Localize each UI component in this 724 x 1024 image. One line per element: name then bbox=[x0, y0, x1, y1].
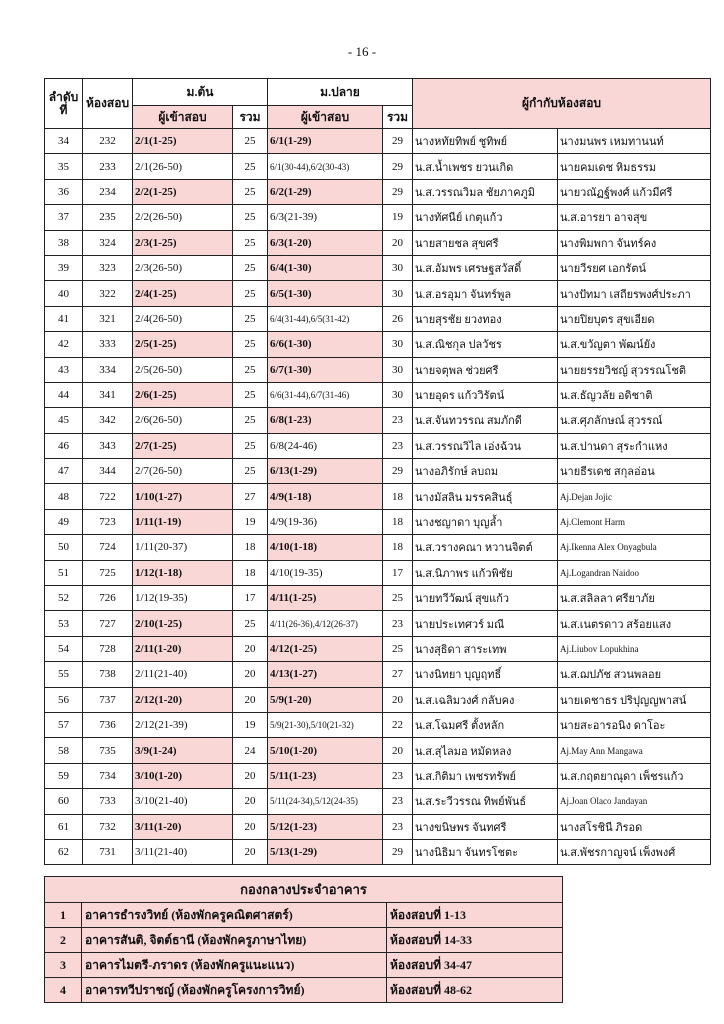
lower-total-cell: 20 bbox=[233, 763, 268, 788]
lower-examinees-cell: 2/7(26-50) bbox=[133, 459, 233, 484]
table-row bbox=[45, 763, 711, 788]
building-name-cell: อาคารทวีปราชญ์ (ห้องพักครูโครงการวิทย์) bbox=[82, 978, 387, 1003]
lower-total-cell: 20 bbox=[233, 839, 268, 864]
proctor-1-cell: น.ส.จันทวรรณ สมภักดี bbox=[413, 408, 558, 433]
lower-examinees-cell: 2/3(1-25) bbox=[133, 230, 233, 255]
lower-total-cell: 25 bbox=[233, 205, 268, 230]
lower-examinees-cell: 2/4(26-50) bbox=[133, 306, 233, 331]
proctor-1-cell: นางนิธิมา จันทรโชตะ bbox=[413, 839, 558, 864]
upper-total-cell: 20 bbox=[383, 230, 413, 255]
upper-examinees-cell: 5/12(1-23) bbox=[268, 814, 383, 839]
row-number-cell: 35 bbox=[45, 154, 83, 179]
lower-examinees-cell: 2/12(21-39) bbox=[133, 712, 233, 737]
upper-total-cell: 19 bbox=[383, 205, 413, 230]
lower-total-cell: 25 bbox=[233, 255, 268, 280]
room-cell: 333 bbox=[83, 332, 133, 357]
room-cell: 732 bbox=[83, 814, 133, 839]
proctor-2-cell: นายสะอารอนิง ดาโอะ bbox=[558, 712, 711, 737]
table-row bbox=[45, 839, 711, 864]
upper-examinees-cell: 6/4(31-44),6/5(31-42) bbox=[268, 306, 383, 331]
proctor-2-cell: น.ส.พัชรกาญจน์ เพ็งพงศ์ bbox=[558, 839, 711, 864]
lower-examinees-cell: 2/2(26-50) bbox=[133, 205, 233, 230]
room-cell: 731 bbox=[83, 839, 133, 864]
upper-total-cell: 30 bbox=[383, 281, 413, 306]
upper-total-cell: 29 bbox=[383, 154, 413, 179]
lower-total-cell: 20 bbox=[233, 687, 268, 712]
header-upper-secondary: ม.ปลาย bbox=[268, 79, 413, 106]
upper-examinees-cell: 5/11(1-23) bbox=[268, 763, 383, 788]
lower-examinees-cell: 2/3(26-50) bbox=[133, 255, 233, 280]
upper-examinees-cell: 6/1(1-29) bbox=[268, 129, 383, 154]
upper-examinees-cell: 6/1(30-44),6/2(30-43) bbox=[268, 154, 383, 179]
proctor-2-cell: นางปัทมา เสถียรพงศ์ประภา bbox=[558, 281, 711, 306]
proctor-1-cell: น.ส.น้ำเพชร ยวนเกิด bbox=[413, 154, 558, 179]
building-range-cell: ห้องสอบที่ 14-33 bbox=[387, 928, 563, 953]
building-name-cell: อาคารไมตรี-ภราดร (ห้องพักครูแนะแนว) bbox=[82, 953, 387, 978]
room-cell: 342 bbox=[83, 408, 133, 433]
proctor-2-cell: นายคมเดช หิมธรรม bbox=[558, 154, 711, 179]
proctor-1-cell: น.ส.ณิชกุล ปลวัชร bbox=[413, 332, 558, 357]
proctor-1-cell: น.ส.ระวีวรรณ ทิพย์พันธ์ bbox=[413, 789, 558, 814]
header-lower-total: รวม bbox=[233, 106, 268, 129]
proctor-1-cell: นางมัสลิน มรรคสินธุ์ bbox=[413, 484, 558, 509]
room-cell: 737 bbox=[83, 687, 133, 712]
room-cell: 733 bbox=[83, 789, 133, 814]
room-cell: 722 bbox=[83, 484, 133, 509]
upper-examinees-cell: 6/13(1-29) bbox=[268, 459, 383, 484]
proctor-1-cell: น.ส.นิภาพร แก้วพิชัย bbox=[413, 560, 558, 585]
row-number-cell: 41 bbox=[45, 306, 83, 331]
lower-examinees-cell: 3/11(21-40) bbox=[133, 839, 233, 864]
room-cell: 233 bbox=[83, 154, 133, 179]
upper-examinees-cell: 6/3(21-39) bbox=[268, 205, 383, 230]
table-row bbox=[45, 154, 711, 179]
building-number-cell: 1 bbox=[45, 903, 82, 928]
page-number: - 16 - bbox=[347, 44, 377, 59]
proctor-1-cell: น.ส.เฉลิมวงศ์ กลับคง bbox=[413, 687, 558, 712]
upper-examinees-cell: 6/8(1-23) bbox=[268, 408, 383, 433]
row-number-cell: 60 bbox=[45, 789, 83, 814]
building-name-cell: อาคารธำรงวิทย์ (ห้องพักครูคณิตศาสตร์) bbox=[82, 903, 387, 928]
proctor-2-cell: นายธีรเดช สกุลอ่อน bbox=[558, 459, 711, 484]
row-number-cell: 36 bbox=[45, 179, 83, 204]
lower-total-cell: 25 bbox=[233, 611, 268, 636]
upper-total-cell: 29 bbox=[383, 179, 413, 204]
row-number-cell: 56 bbox=[45, 687, 83, 712]
building-number-cell: 2 bbox=[45, 928, 82, 953]
table-row bbox=[45, 357, 711, 382]
row-number-cell: 43 bbox=[45, 357, 83, 382]
upper-total-cell: 23 bbox=[383, 408, 413, 433]
row-number-cell: 37 bbox=[45, 205, 83, 230]
proctor-1-cell: น.ส.วรรณวิไล เอ่งฉ้วน bbox=[413, 433, 558, 458]
table-row bbox=[45, 459, 711, 484]
upper-total-cell: 23 bbox=[383, 789, 413, 814]
proctor-1-cell: น.ส.วรรณวิมล ชัยภาคภูมิ bbox=[413, 179, 558, 204]
lower-examinees-cell: 1/12(1-18) bbox=[133, 560, 233, 585]
proctor-2-cell: นางพิมพกา จันทร์คง bbox=[558, 230, 711, 255]
upper-examinees-cell: 4/13(1-27) bbox=[268, 662, 383, 687]
proctor-2-cell: น.ส.ศุภลักษณ์ สุวรรณ์ bbox=[558, 408, 711, 433]
upper-total-cell: 30 bbox=[383, 382, 413, 407]
lower-examinees-cell: 2/1(26-50) bbox=[133, 154, 233, 179]
table-row bbox=[45, 687, 711, 712]
building-row bbox=[45, 953, 563, 978]
lower-total-cell: 25 bbox=[233, 382, 268, 407]
room-cell: 321 bbox=[83, 306, 133, 331]
table-row bbox=[45, 382, 711, 407]
table-row bbox=[45, 306, 711, 331]
proctor-1-cell: น.ส.กิติมา เพชรทรัพย์ bbox=[413, 763, 558, 788]
building-row bbox=[45, 928, 563, 953]
proctor-2-cell: นายปิยบุตร สุขเอียด bbox=[558, 306, 711, 331]
proctor-1-cell: นางทัศนีย์ เกตุแก้ว bbox=[413, 205, 558, 230]
table-row bbox=[45, 560, 711, 585]
proctor-2-cell: น.ส.ปานดา สุระกำแหง bbox=[558, 433, 711, 458]
table-row bbox=[45, 789, 711, 814]
lower-total-cell: 19 bbox=[233, 509, 268, 534]
proctor-1-cell: นายจตุพล ช่วยศรี bbox=[413, 357, 558, 382]
building-office-table bbox=[44, 876, 563, 1003]
building-table-title: กองกลางประจำอาคาร bbox=[45, 877, 563, 903]
lower-total-cell: 25 bbox=[233, 433, 268, 458]
lower-total-cell: 24 bbox=[233, 738, 268, 763]
room-cell: 235 bbox=[83, 205, 133, 230]
lower-total-cell: 25 bbox=[233, 129, 268, 154]
upper-total-cell: 20 bbox=[383, 738, 413, 763]
lower-examinees-cell: 2/1(1-25) bbox=[133, 129, 233, 154]
upper-total-cell: 29 bbox=[383, 839, 413, 864]
header-lower-examinees: ผู้เข้าสอบ bbox=[133, 106, 233, 129]
upper-examinees-cell: 4/9(1-18) bbox=[268, 484, 383, 509]
upper-total-cell: 25 bbox=[383, 636, 413, 661]
header-upper-examinees: ผู้เข้าสอบ bbox=[268, 106, 383, 129]
building-range-cell: ห้องสอบที่ 48-62 bbox=[387, 978, 563, 1003]
table-row bbox=[45, 332, 711, 357]
proctor-2-cell: น.ส.ฌปภัช สวนพลอย bbox=[558, 662, 711, 687]
upper-examinees-cell: 6/6(1-30) bbox=[268, 332, 383, 357]
upper-total-cell: 30 bbox=[383, 255, 413, 280]
row-number-cell: 51 bbox=[45, 560, 83, 585]
upper-total-cell: 30 bbox=[383, 332, 413, 357]
proctor-1-cell: นายสุรชัย ยวงทอง bbox=[413, 306, 558, 331]
proctor-2-cell: Aj.Dejan Jojic bbox=[558, 484, 711, 509]
upper-examinees-cell: 5/11(24-34),5/12(24-35) bbox=[268, 789, 383, 814]
upper-examinees-cell: 5/13(1-29) bbox=[268, 839, 383, 864]
upper-total-cell: 27 bbox=[383, 662, 413, 687]
lower-total-cell: 25 bbox=[233, 332, 268, 357]
room-cell: 723 bbox=[83, 509, 133, 534]
lower-examinees-cell: 2/4(1-25) bbox=[133, 281, 233, 306]
proctor-2-cell: น.ส.เนตรดาว สร้อยแสง bbox=[558, 611, 711, 636]
table-row bbox=[45, 408, 711, 433]
building-number-cell: 4 bbox=[45, 978, 82, 1003]
lower-examinees-cell: 2/7(1-25) bbox=[133, 433, 233, 458]
lower-total-cell: 25 bbox=[233, 154, 268, 179]
upper-total-cell: 17 bbox=[383, 560, 413, 585]
room-cell: 726 bbox=[83, 586, 133, 611]
proctor-1-cell: นายอุดร แก้ววิรัตน์ bbox=[413, 382, 558, 407]
row-number-cell: 53 bbox=[45, 611, 83, 636]
proctor-1-cell: นางนิทยา บุญฤทธิ์ bbox=[413, 662, 558, 687]
building-table-body bbox=[45, 877, 563, 1003]
header-upper-total: รวม bbox=[383, 106, 413, 129]
proctor-1-cell: นางขนิษพร จันทศรี bbox=[413, 814, 558, 839]
lower-examinees-cell: 2/10(1-25) bbox=[133, 611, 233, 636]
proctor-2-cell: Aj.May Ann Mangawa bbox=[558, 738, 711, 763]
upper-total-cell: 30 bbox=[383, 357, 413, 382]
table-row bbox=[45, 611, 711, 636]
proctor-1-cell: นายประเทศวร์ มณี bbox=[413, 611, 558, 636]
table-row bbox=[45, 738, 711, 763]
exam-room-table bbox=[44, 78, 711, 865]
proctor-1-cell: น.ส.วรางคณา หวานจิตต์ bbox=[413, 535, 558, 560]
upper-examinees-cell: 6/4(1-30) bbox=[268, 255, 383, 280]
upper-examinees-cell: 5/10(1-20) bbox=[268, 738, 383, 763]
upper-examinees-cell: 5/9(1-20) bbox=[268, 687, 383, 712]
upper-total-cell: 18 bbox=[383, 535, 413, 560]
lower-total-cell: 17 bbox=[233, 586, 268, 611]
room-cell: 728 bbox=[83, 636, 133, 661]
room-cell: 341 bbox=[83, 382, 133, 407]
proctor-1-cell: นายสายชล สุขศรี bbox=[413, 230, 558, 255]
row-number-cell: 47 bbox=[45, 459, 83, 484]
upper-examinees-cell: 5/9(21-30),5/10(21-32) bbox=[268, 712, 383, 737]
row-number-cell: 44 bbox=[45, 382, 83, 407]
header-proctors: ผู้กำกับห้องสอบ bbox=[413, 79, 711, 129]
room-cell: 323 bbox=[83, 255, 133, 280]
room-cell: 234 bbox=[83, 179, 133, 204]
lower-examinees-cell: 1/11(20-37) bbox=[133, 535, 233, 560]
upper-total-cell: 29 bbox=[383, 459, 413, 484]
lower-total-cell: 25 bbox=[233, 408, 268, 433]
table-row bbox=[45, 230, 711, 255]
lower-total-cell: 20 bbox=[233, 662, 268, 687]
room-cell: 734 bbox=[83, 763, 133, 788]
proctor-1-cell: นางหทัยทิพย์ ชูทิพย์ bbox=[413, 129, 558, 154]
proctor-2-cell: น.ส.สลิลลา ศรียาภัย bbox=[558, 586, 711, 611]
room-cell: 324 bbox=[83, 230, 133, 255]
table-row bbox=[45, 662, 711, 687]
proctor-2-cell: Aj.Clemont Harm bbox=[558, 509, 711, 534]
header-row-number: ลำดับที่ bbox=[45, 79, 83, 129]
proctor-2-cell: Aj.Ikenna Alex Onyagbula bbox=[558, 535, 711, 560]
upper-total-cell: 22 bbox=[383, 712, 413, 737]
proctor-2-cell: นายวีรยศ เอกรัตน์ bbox=[558, 255, 711, 280]
table-row bbox=[45, 255, 711, 280]
upper-examinees-cell: 6/7(1-30) bbox=[268, 357, 383, 382]
table-row bbox=[45, 535, 711, 560]
upper-examinees-cell: 6/6(31-44),6/7(31-46) bbox=[268, 382, 383, 407]
lower-total-cell: 25 bbox=[233, 281, 268, 306]
lower-total-cell: 20 bbox=[233, 814, 268, 839]
room-cell: 738 bbox=[83, 662, 133, 687]
row-number-cell: 59 bbox=[45, 763, 83, 788]
room-cell: 724 bbox=[83, 535, 133, 560]
proctor-2-cell: นายยรรยวิชญ์ สุวรรณโชติ bbox=[558, 357, 711, 382]
building-row bbox=[45, 903, 563, 928]
proctor-2-cell: Aj.Joan Olaco Jandayan bbox=[558, 789, 711, 814]
proctor-1-cell: นายทวีวัฒน์ สุขแก้ว bbox=[413, 586, 558, 611]
lower-examinees-cell: 2/11(21-40) bbox=[133, 662, 233, 687]
lower-examinees-cell: 3/10(1-20) bbox=[133, 763, 233, 788]
building-name-cell: อาคารสันติ, จิตต์ธานี (ห้องพักครูภาษาไทย) bbox=[82, 928, 387, 953]
upper-total-cell: 23 bbox=[383, 433, 413, 458]
header-lower-secondary: ม.ต้น bbox=[133, 79, 268, 106]
upper-examinees-cell: 6/3(1-20) bbox=[268, 230, 383, 255]
lower-examinees-cell: 2/5(1-25) bbox=[133, 332, 233, 357]
proctor-2-cell: นางสโรชินี ภิรอด bbox=[558, 814, 711, 839]
proctor-2-cell: นายวณัฏฐ์พงศ์ แก้วมีศรี bbox=[558, 179, 711, 204]
row-number-cell: 58 bbox=[45, 738, 83, 763]
row-number-cell: 54 bbox=[45, 636, 83, 661]
room-cell: 343 bbox=[83, 433, 133, 458]
building-number-cell: 3 bbox=[45, 953, 82, 978]
upper-examinees-cell: 4/9(19-36) bbox=[268, 509, 383, 534]
row-number-cell: 48 bbox=[45, 484, 83, 509]
lower-examinees-cell: 1/12(19-35) bbox=[133, 586, 233, 611]
proctor-2-cell: Aj.Liubov Lopukhina bbox=[558, 636, 711, 661]
lower-total-cell: 19 bbox=[233, 712, 268, 737]
table-row bbox=[45, 636, 711, 661]
table-row bbox=[45, 509, 711, 534]
proctor-1-cell: นางชญาดา บุญล้ำ bbox=[413, 509, 558, 534]
lower-examinees-cell: 3/9(1-24) bbox=[133, 738, 233, 763]
table-row bbox=[45, 712, 711, 737]
lower-examinees-cell: 1/10(1-27) bbox=[133, 484, 233, 509]
room-cell: 727 bbox=[83, 611, 133, 636]
upper-examinees-cell: 4/12(1-25) bbox=[268, 636, 383, 661]
room-cell: 736 bbox=[83, 712, 133, 737]
lower-examinees-cell: 3/10(21-40) bbox=[133, 789, 233, 814]
lower-total-cell: 25 bbox=[233, 459, 268, 484]
row-number-cell: 55 bbox=[45, 662, 83, 687]
upper-examinees-cell: 4/11(26-36),4/12(26-37) bbox=[268, 611, 383, 636]
proctor-2-cell: น.ส.ขวัญตา พัฒน์ยัง bbox=[558, 332, 711, 357]
room-cell: 322 bbox=[83, 281, 133, 306]
room-cell: 344 bbox=[83, 459, 133, 484]
proctor-2-cell: นายเดชาธร ปริปุญญพาสน์ bbox=[558, 687, 711, 712]
proctor-2-cell: นางมนพร เหมทานนท์ bbox=[558, 129, 711, 154]
row-number-cell: 40 bbox=[45, 281, 83, 306]
proctor-1-cell: น.ส.สุไลมอ หมัดหลง bbox=[413, 738, 558, 763]
table-row bbox=[45, 179, 711, 204]
row-number-cell: 57 bbox=[45, 712, 83, 737]
lower-total-cell: 27 bbox=[233, 484, 268, 509]
table-row bbox=[45, 586, 711, 611]
lower-examinees-cell: 2/6(1-25) bbox=[133, 382, 233, 407]
upper-examinees-cell: 6/8(24-46) bbox=[268, 433, 383, 458]
lower-total-cell: 25 bbox=[233, 306, 268, 331]
table-body bbox=[45, 129, 711, 865]
table-row bbox=[45, 205, 711, 230]
row-number-cell: 62 bbox=[45, 839, 83, 864]
lower-total-cell: 20 bbox=[233, 636, 268, 661]
table-row bbox=[45, 433, 711, 458]
proctor-2-cell: Aj.Logandran Naidoo bbox=[558, 560, 711, 585]
proctor-1-cell: น.ส.อรอุมา จันทร์พูล bbox=[413, 281, 558, 306]
building-row bbox=[45, 978, 563, 1003]
row-number-cell: 42 bbox=[45, 332, 83, 357]
table-row bbox=[45, 281, 711, 306]
upper-total-cell: 26 bbox=[383, 306, 413, 331]
upper-total-cell: 23 bbox=[383, 611, 413, 636]
proctor-1-cell: นางสุธิดา สาระเทพ bbox=[413, 636, 558, 661]
lower-total-cell: 20 bbox=[233, 789, 268, 814]
table-row bbox=[45, 129, 711, 154]
row-number-cell: 39 bbox=[45, 255, 83, 280]
lower-total-cell: 18 bbox=[233, 535, 268, 560]
header-room: ห้องสอบ bbox=[83, 79, 133, 129]
proctor-1-cell: น.ส.อัมพร เศรษฐสวัสดิ์ bbox=[413, 255, 558, 280]
row-number-cell: 61 bbox=[45, 814, 83, 839]
row-number-cell: 34 bbox=[45, 129, 83, 154]
room-cell: 735 bbox=[83, 738, 133, 763]
building-range-cell: ห้องสอบที่ 1-13 bbox=[387, 903, 563, 928]
row-number-cell: 50 bbox=[45, 535, 83, 560]
lower-examinees-cell: 3/11(1-20) bbox=[133, 814, 233, 839]
upper-total-cell: 20 bbox=[383, 687, 413, 712]
upper-total-cell: 18 bbox=[383, 509, 413, 534]
lower-total-cell: 25 bbox=[233, 179, 268, 204]
upper-total-cell: 23 bbox=[383, 814, 413, 839]
lower-examinees-cell: 2/12(1-20) bbox=[133, 687, 233, 712]
room-cell: 232 bbox=[83, 129, 133, 154]
upper-examinees-cell: 4/10(1-18) bbox=[268, 535, 383, 560]
upper-examinees-cell: 4/11(1-25) bbox=[268, 586, 383, 611]
upper-total-cell: 29 bbox=[383, 129, 413, 154]
lower-examinees-cell: 2/2(1-25) bbox=[133, 179, 233, 204]
table-row bbox=[45, 484, 711, 509]
upper-total-cell: 23 bbox=[383, 763, 413, 788]
lower-total-cell: 25 bbox=[233, 230, 268, 255]
upper-examinees-cell: 6/2(1-29) bbox=[268, 179, 383, 204]
lower-examinees-cell: 2/5(26-50) bbox=[133, 357, 233, 382]
lower-examinees-cell: 1/11(1-19) bbox=[133, 509, 233, 534]
row-number-cell: 52 bbox=[45, 586, 83, 611]
row-number-cell: 46 bbox=[45, 433, 83, 458]
room-cell: 334 bbox=[83, 357, 133, 382]
proctor-2-cell: น.ส.กฤตยาณุดา เพ็ชรแก้ว bbox=[558, 763, 711, 788]
lower-total-cell: 25 bbox=[233, 357, 268, 382]
upper-examinees-cell: 4/10(19-35) bbox=[268, 560, 383, 585]
table-row bbox=[45, 814, 711, 839]
upper-total-cell: 25 bbox=[383, 586, 413, 611]
proctor-2-cell: น.ส.ธัญวลัย อดิชาติ bbox=[558, 382, 711, 407]
proctor-2-cell: น.ส.อารยา อาจสุข bbox=[558, 205, 711, 230]
row-number-cell: 45 bbox=[45, 408, 83, 433]
proctor-1-cell: นางอภิรักษ์ ลบถม bbox=[413, 459, 558, 484]
lower-total-cell: 18 bbox=[233, 560, 268, 585]
upper-examinees-cell: 6/5(1-30) bbox=[268, 281, 383, 306]
building-range-cell: ห้องสอบที่ 34-47 bbox=[387, 953, 563, 978]
upper-total-cell: 18 bbox=[383, 484, 413, 509]
proctor-1-cell: น.ส.โฉมศรี ตั้งหลัก bbox=[413, 712, 558, 737]
row-number-cell: 38 bbox=[45, 230, 83, 255]
row-number-cell: 49 bbox=[45, 509, 83, 534]
room-cell: 725 bbox=[83, 560, 133, 585]
lower-examinees-cell: 2/6(26-50) bbox=[133, 408, 233, 433]
lower-examinees-cell: 2/11(1-20) bbox=[133, 636, 233, 661]
